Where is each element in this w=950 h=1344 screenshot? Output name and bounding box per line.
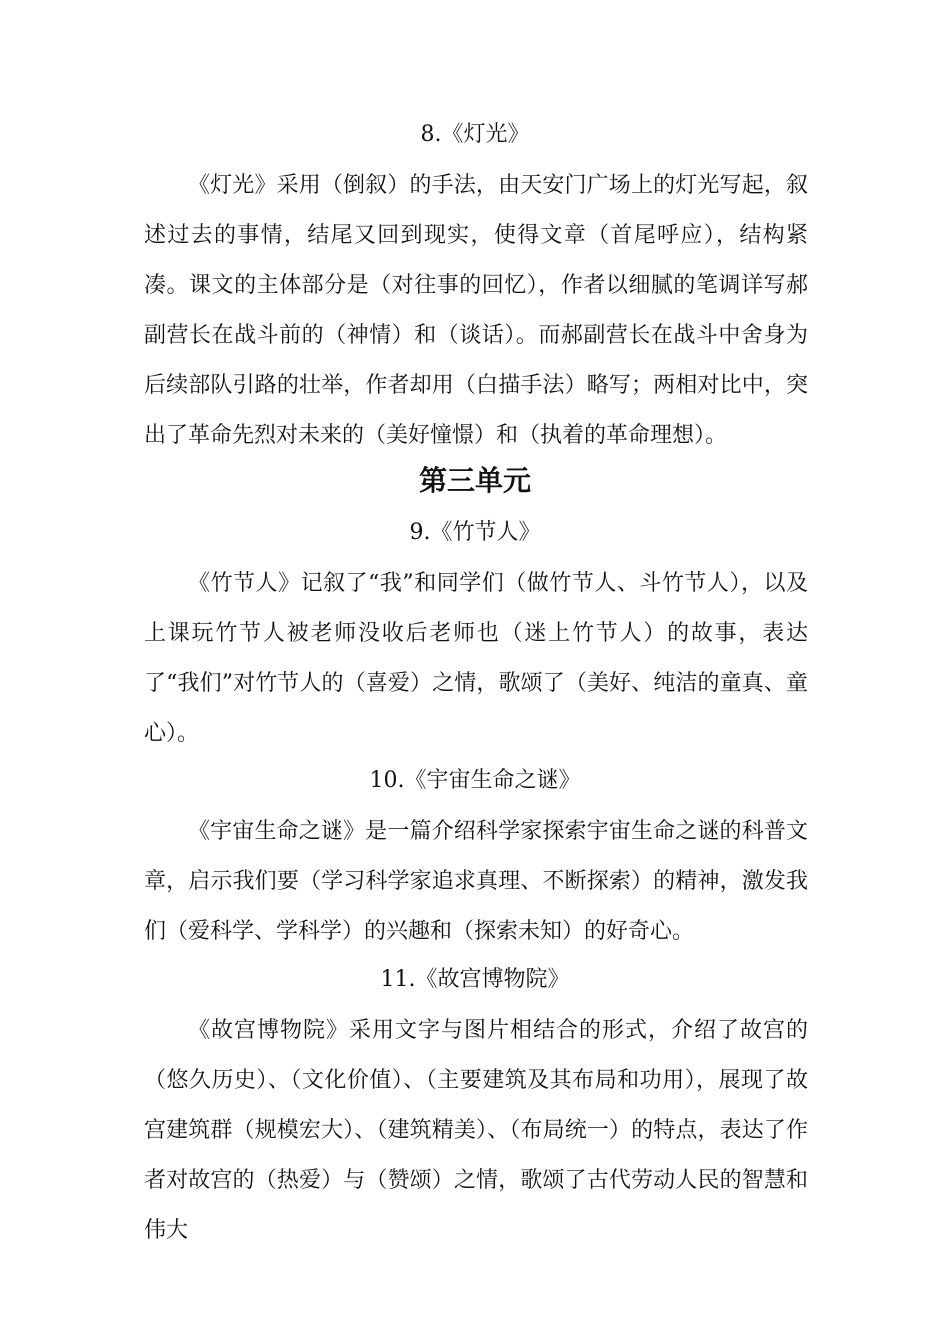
section-body-palace-museum: 《故宫博物院》采用文字与图片相结合的形式，介绍了故宫的（悠久历史）、（文化价值）、（主要建筑及其布局和功用），展现了故宫建筑群（规模宏大）、（建筑精美）、（布局统一）的特点，表达了作者对故宫的（热爱）与（赞颂）之情，歌颂了古代劳动人民的智慧和伟大 [144, 1018, 808, 1243]
section-title-lamp: 8.《灯光》 [420, 122, 530, 147]
section-title-palace-museum: 11.《故宫博物院》 [380, 967, 570, 992]
section-body-universe-life: 《宇宙生命之谜》是一篇介绍科学家探索宇宙生命之谜的科普文章，启示我们要（学习科学家追求真理、不断探索）的精神，激发我们（爱科学、学科学）的兴趣和（探索未知）的好奇心。 [144, 819, 808, 944]
unit-heading: 第三单元 [418, 464, 531, 497]
section-body-bamboo-man: 《竹节人》记叙了“我”和同学们（做竹节人、斗竹节人），以及上课玩竹节人被老师没收后老师也（迷上竹节人）的故事，表达了“我们”对竹节人的（喜爱）之情，歌颂了（美好、纯洁的童真、童心）。 [144, 571, 808, 746]
section-body-lamp: 《灯光》采用（倒叙）的手法，由天安门广场上的灯光写起，叙述过去的事情，结尾又回到现实，使得文章（首尾呼应），结构紧凑。课文的主体部分是（对往事的回忆），作者以细腻的笔调详写郝副营长在战斗前的（神情）和（谈话）。而郝副营长在战斗中舍身为后续部队引路的壮举，作者却用（白描手法）略写；两相对比中，突出了革命先烈对未来的（美好憧憬）和（执着的革命理想）。 [144, 173, 808, 448]
section-title-bamboo-man: 9.《竹节人》 [409, 520, 541, 545]
section-title-universe-life: 10.《宇宙生命之谜》 [369, 768, 581, 793]
